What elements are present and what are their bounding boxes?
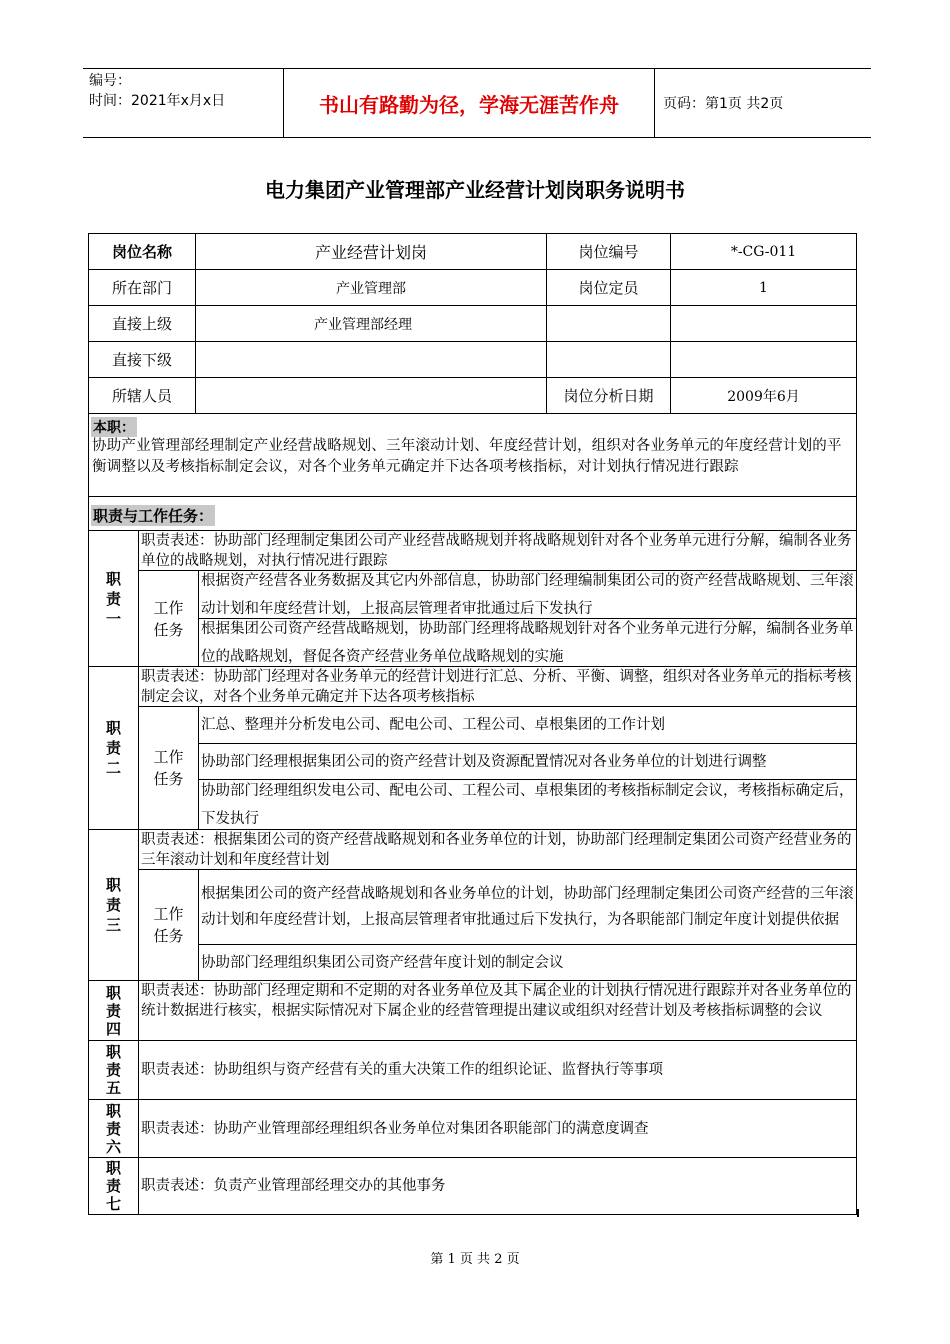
duty-block-4 [89, 981, 856, 1041]
position-name-label: 岗位名称 [89, 234, 196, 269]
tasks-header: 职责与工作任务： [93, 507, 214, 525]
duty-1-desc: 职责表述：协助部门经理制定集团公司产业经营战略规划并将战略规划针对各个业务单元进行分解，编制各业务单位的战略规划，对执行情况进行跟踪 [139, 531, 856, 571]
duty-5-label: 职 责 五 [89, 1041, 139, 1099]
empty-cell [547, 342, 671, 377]
duty-2-desc: 职责表述：协助部门经理对各业务单元的经营计划进行汇总、分析、平衡、调整，组织对各业务单元的指标考核制定会议，对各个业务单元确定并下达各项考核指标 [139, 667, 856, 707]
analysis-date-label: 岗位分析日期 [547, 378, 671, 413]
quota-label: 岗位定员 [547, 270, 671, 305]
work-task-label: 工作任务 [139, 571, 199, 666]
motto: 书山有路勤为径，学海无涯苦作舟 [283, 69, 655, 137]
duty-block-1 [89, 531, 856, 667]
work-task-label: 工作任务 [139, 870, 199, 980]
subordinate [196, 342, 547, 377]
duty-3-desc: 职责表述：根据集团公司的资产经营战略规划和各业务单位的计划，协助部门经理制定集团公司资产经营业务的三年滚动计划和年度经营计划 [139, 830, 856, 870]
info-row-4 [89, 342, 856, 378]
duty-7-desc: 职责表述：负责产业管理部经理交办的其他事务 [141, 1178, 446, 1194]
duty-text: 协助产业管理部经理制定产业经营战略规划、三年滚动计划、年度经营计划，组织对各业务单元的年度经营计划的平衡调整以及考核指标制定会议，对各个业务单元确定并下达各项考核指标，对计划执行情况进行跟踪 [92, 438, 842, 475]
duty-1-label: 职 责 一 [89, 531, 139, 666]
page-info: 页码：第1页 共2页 [663, 96, 784, 112]
duty-1-task-1: 根据资产经营各业务数据及其它内外部信息，协助部门经理编制集团公司的资产经营战略规划、三年滚动计划和年度经营计划，上报高层管理者审批通过后下发执行 [199, 571, 856, 619]
info-row-5 [89, 378, 856, 414]
superior: 产业管理部经理 [196, 306, 547, 341]
position-name: 产业经营计划岗 [196, 234, 547, 269]
info-row-1 [89, 234, 856, 270]
quota: 1 [759, 279, 768, 296]
document-title: 电力集团产业管理部产业经营计划岗职务说明书 [265, 178, 685, 202]
duty-4-desc: 职责表述：协助部门经理定期和不定期的对各业务单位及其下属企业的计划执行情况进行跟踪并对各业务单位的统计数据进行核实，根据实际情况对下属企业的经营管理提出建议或组织对经营计划及考核指标调整的会议 [141, 983, 852, 1019]
tasks-header-row [89, 497, 856, 531]
empty-cell [547, 306, 671, 341]
number-label: 编号： [89, 73, 131, 89]
subordinate-label: 直接下级 [89, 342, 196, 377]
dept: 产业管理部 [196, 270, 547, 305]
job-description-table [88, 233, 857, 1215]
duty-2-label: 职 责 二 [89, 667, 139, 829]
info-row-3 [89, 306, 856, 342]
page-header [83, 68, 871, 138]
staff [196, 378, 547, 413]
position-code-label: 岗位编号 [547, 234, 671, 269]
duty-2-task-1: 汇总、整理并分析发电公司、配电公司、工程公司、卓根集团的工作计划 [199, 707, 856, 744]
duty-4-label: 职 责 四 [89, 981, 139, 1040]
duty-6-label: 职 责 六 [89, 1100, 139, 1157]
duty-2-task-2: 协助部门经理根据集团公司的资产经营计划及资源配置情况对各业务单位的计划进行调整 [199, 744, 856, 780]
duty-5-desc: 职责表述：协助组织与资产经营有关的重大决策工作的组织论证、监督执行等事项 [141, 1062, 663, 1078]
superior-label: 直接上级 [89, 306, 196, 341]
header-left [89, 71, 225, 111]
duty-block-5 [89, 1041, 856, 1100]
duty-block-6 [89, 1100, 856, 1158]
duty-block-2 [89, 667, 856, 830]
duty-6-desc: 职责表述：协助产业管理部经理组织各业务单位对集团各职能部门的满意度调查 [141, 1120, 649, 1137]
duty-7-label: 职 责 七 [89, 1158, 139, 1214]
staff-label: 所辖人员 [89, 378, 196, 413]
duty-summary [89, 414, 856, 497]
empty-cell [671, 306, 856, 341]
work-task-label: 工作任务 [139, 707, 199, 829]
duty-3-label: 职 责 三 [89, 830, 139, 980]
empty-cell [671, 342, 856, 377]
duty-1-task-2: 根据集团公司资产经营战略规划，协助部门经理将战略规划针对各个业务单元进行分解，编制各业务单位的战略规划，督促各资产经营业务单位战略规划的实施 [201, 620, 854, 665]
duty-block-3 [89, 830, 856, 981]
info-row-2 [89, 270, 856, 306]
dept-label: 所在部门 [89, 270, 196, 305]
duty-block-7 [89, 1158, 856, 1214]
analysis-date: 2009年6月 [727, 388, 800, 405]
time-label: 时间：2021年x月x日 [89, 93, 226, 109]
duty-3-task-2: 协助部门经理组织集团公司资产经营年度计划的制定会议 [201, 954, 564, 971]
duty-2-task-3: 协助部门经理组织发电公司、配电公司、工程公司、卓根集团的考核指标制定会议，考核指标确定后，下发执行 [201, 782, 854, 827]
page-footer: 第 1 页 共 2 页 [430, 1252, 520, 1267]
duty-3-task-1: 根据集团公司的资产经营战略规划和各业务单位的计划，协助部门经理制定集团公司资产经营的三年滚动计划和年度经营计划，上报高层管理者审批通过后下发执行，为各职能部门制定年度计划提供依据 [199, 870, 856, 945]
position-code: *-CG-011 [730, 243, 797, 260]
duty-label: 本职： [91, 417, 137, 437]
